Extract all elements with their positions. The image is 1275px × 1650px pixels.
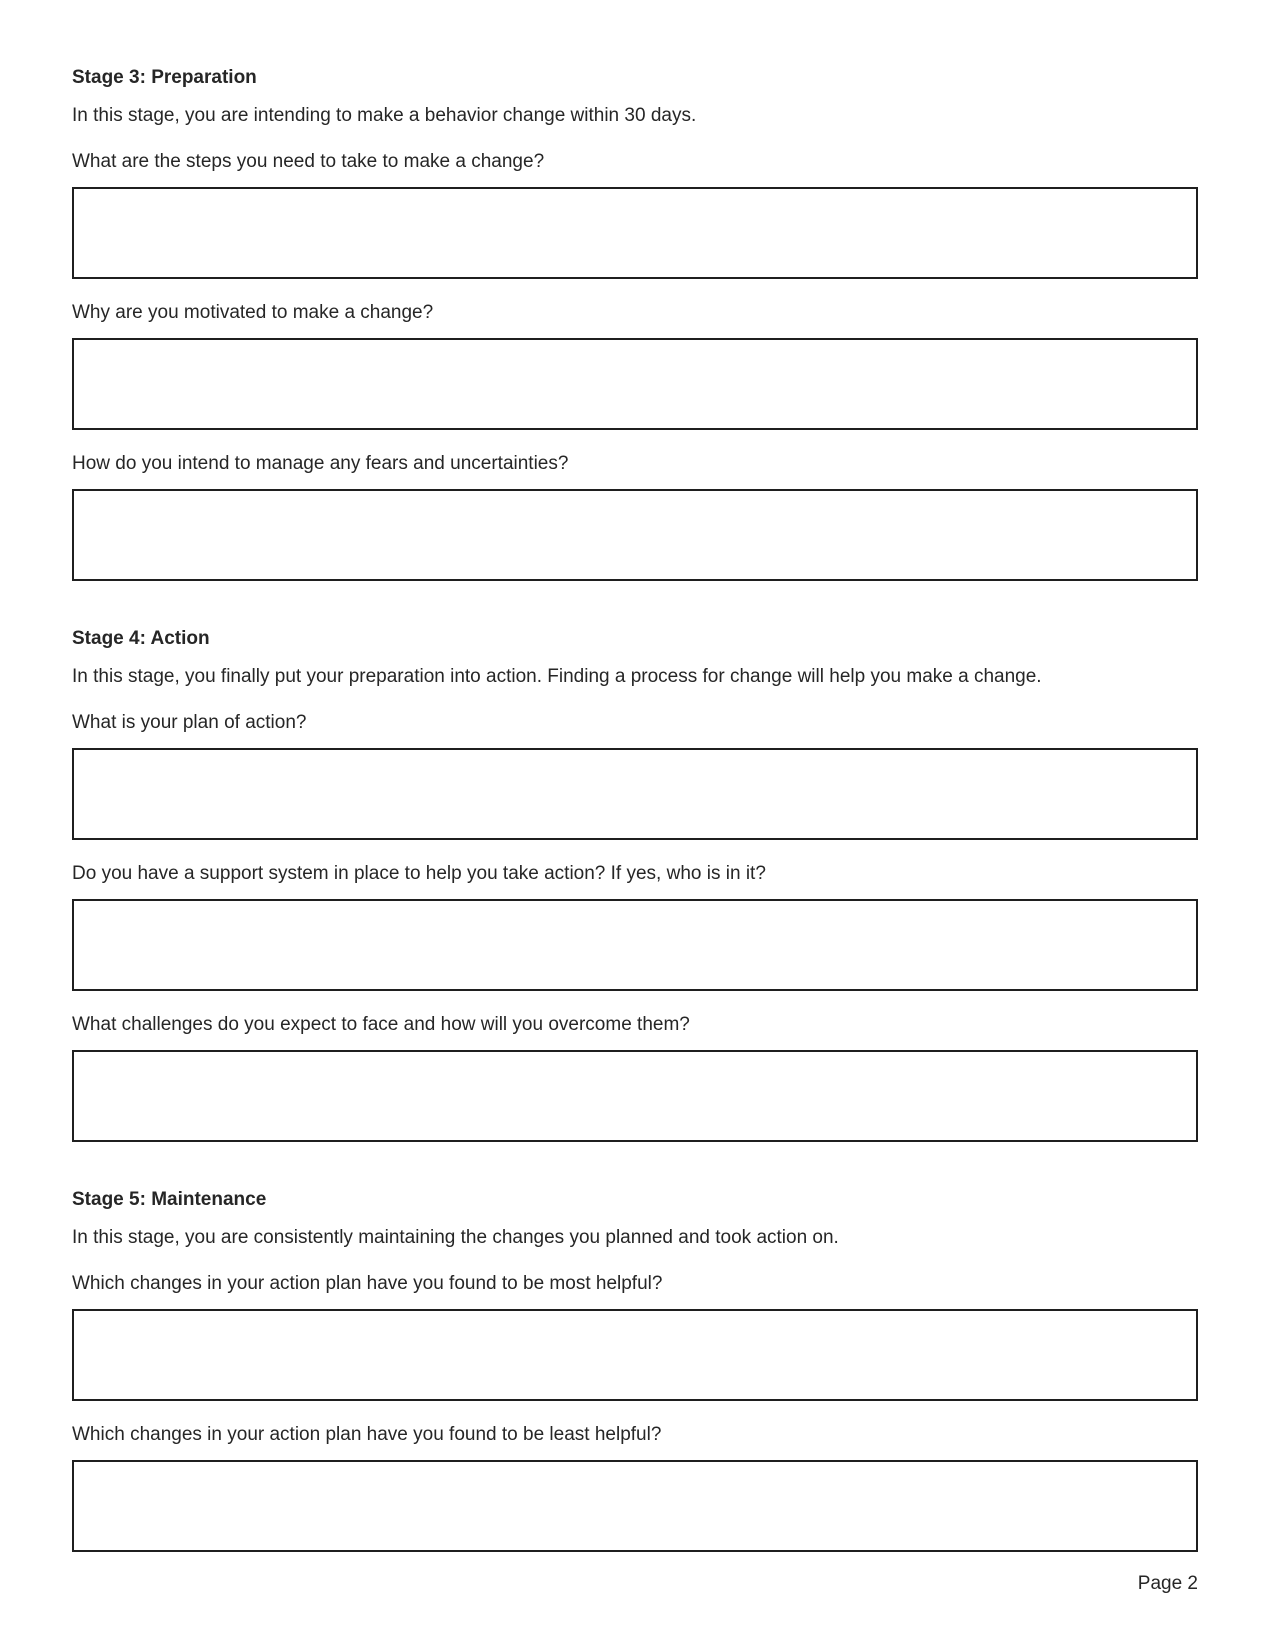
section-stage-4 xyxy=(72,627,1198,1142)
section-stage-5 xyxy=(72,1188,1198,1552)
page-number: Page 2 xyxy=(1137,1573,1198,1594)
question-label: Which changes in your action plan have you found to be least helpful? xyxy=(72,1424,662,1445)
question-label: What challenges do you expect to face and how will you overcome them? xyxy=(72,1014,690,1035)
answer-box[interactable] xyxy=(72,187,1198,279)
answer-box[interactable] xyxy=(72,1050,1198,1142)
section-heading: Stage 5: Maintenance xyxy=(72,1189,267,1210)
question-label: Which changes in your action plan have you found to be most helpful? xyxy=(72,1273,663,1294)
question-label: What are the steps you need to take to make a change? xyxy=(72,151,545,172)
answer-box[interactable] xyxy=(72,489,1198,581)
question-label: What is your plan of action? xyxy=(72,712,307,733)
answer-box[interactable] xyxy=(72,1460,1198,1552)
answer-box[interactable] xyxy=(72,338,1198,430)
section-heading: Stage 4: Action xyxy=(72,628,210,649)
section-heading: Stage 3: Preparation xyxy=(72,67,257,88)
section-intro: In this stage, you are consistently maintaining the changes you planned and took action on. xyxy=(72,1227,839,1248)
answer-box[interactable] xyxy=(72,899,1198,991)
section-intro: In this stage, you are intending to make a behavior change within 30 days. xyxy=(72,105,697,126)
answer-box[interactable] xyxy=(72,1309,1198,1401)
section-stage-3 xyxy=(72,66,1198,581)
question-label: Do you have a support system in place to help you take action? If yes, who is in it? xyxy=(72,863,766,884)
answer-box[interactable] xyxy=(72,748,1198,840)
question-label: How do you intend to manage any fears and uncertainties? xyxy=(72,453,569,474)
section-intro: In this stage, you finally put your preparation into action. Finding a process for change will help you make a change. xyxy=(72,666,1042,687)
question-label: Why are you motivated to make a change? xyxy=(72,302,434,323)
